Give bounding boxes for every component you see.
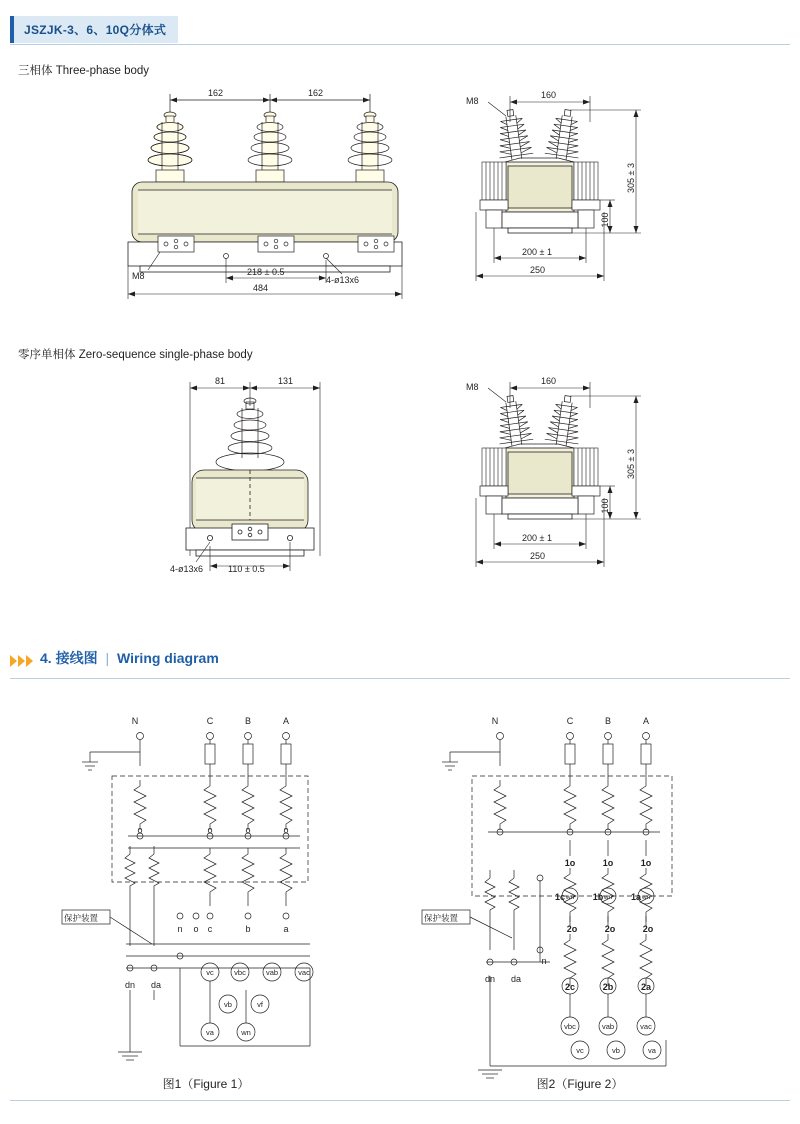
fig1-sec-c: c [207,924,213,934]
dim-305-zero-side: 305 ± 3 [626,449,636,479]
fig1-sec-b: b [245,924,251,934]
fig1-meter-vab: vab [265,968,279,977]
dim-162-a: 162 [208,88,224,98]
fig2-terminal-n: n [541,956,547,966]
fig1-mid-o-3: o [245,825,251,835]
fig1-meter-vc: vc [206,968,214,977]
dim-100-side: 100 [600,212,610,228]
fig2-phase-2b: 2b [602,982,614,992]
dim-250-side: 250 [530,265,546,275]
fig1-terminal-A: A [282,716,290,726]
fig1-sec-n: n [177,924,183,934]
fig1-meter-vf: vf [257,1000,263,1009]
zero-sequence-side-drawing [450,366,680,616]
fig2-meter-vbc: vbc [564,1022,576,1031]
figure1-caption: 图1（Figure 1） [162,1077,250,1091]
three-phase-body-label: 三相体 Three-phase body [18,65,150,77]
fig1-mid-o-2: o [207,825,213,835]
figure2-caption: 图2（Figure 2） [536,1077,624,1091]
label-hole-front: 4-ø13x6 [326,275,360,285]
fig2-protection-label: 保护装置 [424,913,459,923]
fig1-meter-va: va [206,1028,214,1037]
fig1-terminal-da: da [150,980,162,990]
wiring-heading-number: 4. [40,650,52,666]
fig2-phase-1b: 1b [592,892,604,902]
dim-200-zero-side: 200 ± 1 [522,533,552,543]
zero-sequence-body-label: 零序单相体 Zero-sequence single-phase body [18,349,253,361]
dim-305-side: 305 ± 3 [626,163,636,193]
fig1-terminal-dn: dn [124,980,136,990]
figure2-diagram [420,700,760,1100]
fig2-terminal-B: B [604,716,612,726]
dim-250-zero-side: 250 [530,551,546,561]
header-divider [10,44,790,45]
fig2-1o-b: 1o [602,858,614,868]
fig2-2o-c: 2o [566,924,578,934]
wiring-heading-cn: 接线图 [55,650,98,666]
fig2-1o-c: 1o [564,858,576,868]
fig1-protection-label: 保护装置 [64,913,99,923]
wiring-section-header [10,648,790,678]
three-phase-front-drawing [120,80,410,330]
dim-131: 131 [278,376,294,386]
fig2-meter-vc: vc [576,1046,584,1055]
fig2-terminal-dn: dn [484,974,496,984]
fig1-terminal-N: N [131,716,139,726]
dim-100-zero-side: 100 [600,498,610,514]
triangle-bullets-icon [10,654,36,668]
dim-200-side: 200 ± 1 [522,247,552,257]
fig2-terminal-C: C [566,716,574,726]
fig1-terminal-B: B [244,716,252,726]
fig1-sec-o: o [193,924,199,934]
fig2-terminal-da: da [510,974,522,984]
fig2-meter-wn-1: wn [565,894,575,901]
fig1-meter-vbc: vbc [234,968,246,977]
fig2-meter-va: va [648,1046,656,1055]
wiring-heading-text [40,648,219,668]
fig2-2o-b: 2o [604,924,616,934]
fig2-meter-wn-3: wn [641,894,651,901]
label-m8-front: M8 [132,271,145,281]
dim-160-side: 160 [541,90,557,100]
fig1-meter-vac: vac [298,968,310,977]
three-phase-side-drawing [450,80,680,330]
fig2-meter-wn-2: wn [603,894,613,901]
dim-160-zero-side: 160 [541,376,557,386]
fig2-phase-2c: 2c [564,982,576,992]
fig1-meter-wn: wn [241,1028,251,1037]
label-hole-zero: 4-ø13x6 [170,564,204,574]
wiring-heading-separator: | [105,650,110,666]
wiring-heading-en: Wiring diagram [117,650,219,666]
fig2-meter-vab: vab [601,1022,615,1031]
label-m8-side: M8 [466,96,479,106]
fig2-terminal-A: A [642,716,650,726]
zero-sequence-front-drawing [170,366,370,616]
fig2-1o-a: 1o [640,858,652,868]
fig2-meter-vb: vb [612,1046,620,1055]
fig1-mid-o-1: o [137,825,143,835]
fig1-mid-o-4: o [283,825,289,835]
fig2-2o-a: 2o [642,924,654,934]
fig1-sec-a: a [283,924,289,934]
dim-81: 81 [215,376,226,386]
fig2-phase-2a: 2a [640,982,652,992]
dim-162-b: 162 [308,88,324,98]
label-m8-zero-side: M8 [466,382,479,392]
wiring-section-divider [10,678,790,679]
page-title: JSZJK-3、6、10Q分体式 [10,16,178,43]
figure1-diagram [60,700,400,1100]
dim-218: 218 ± 0.5 [247,267,285,277]
fig2-terminal-N: N [491,716,499,726]
fig2-phase-1a: 1a [630,892,642,902]
footer-divider [10,1100,790,1101]
dim-484: 484 [253,283,269,293]
fig2-meter-vac: vac [640,1022,652,1031]
dim-110: 110 ± 0.5 [228,564,265,574]
fig2-phase-1c: 1c [554,892,566,902]
fig1-terminal-C: C [206,716,214,726]
fig1-meter-vb: vb [224,1000,232,1009]
